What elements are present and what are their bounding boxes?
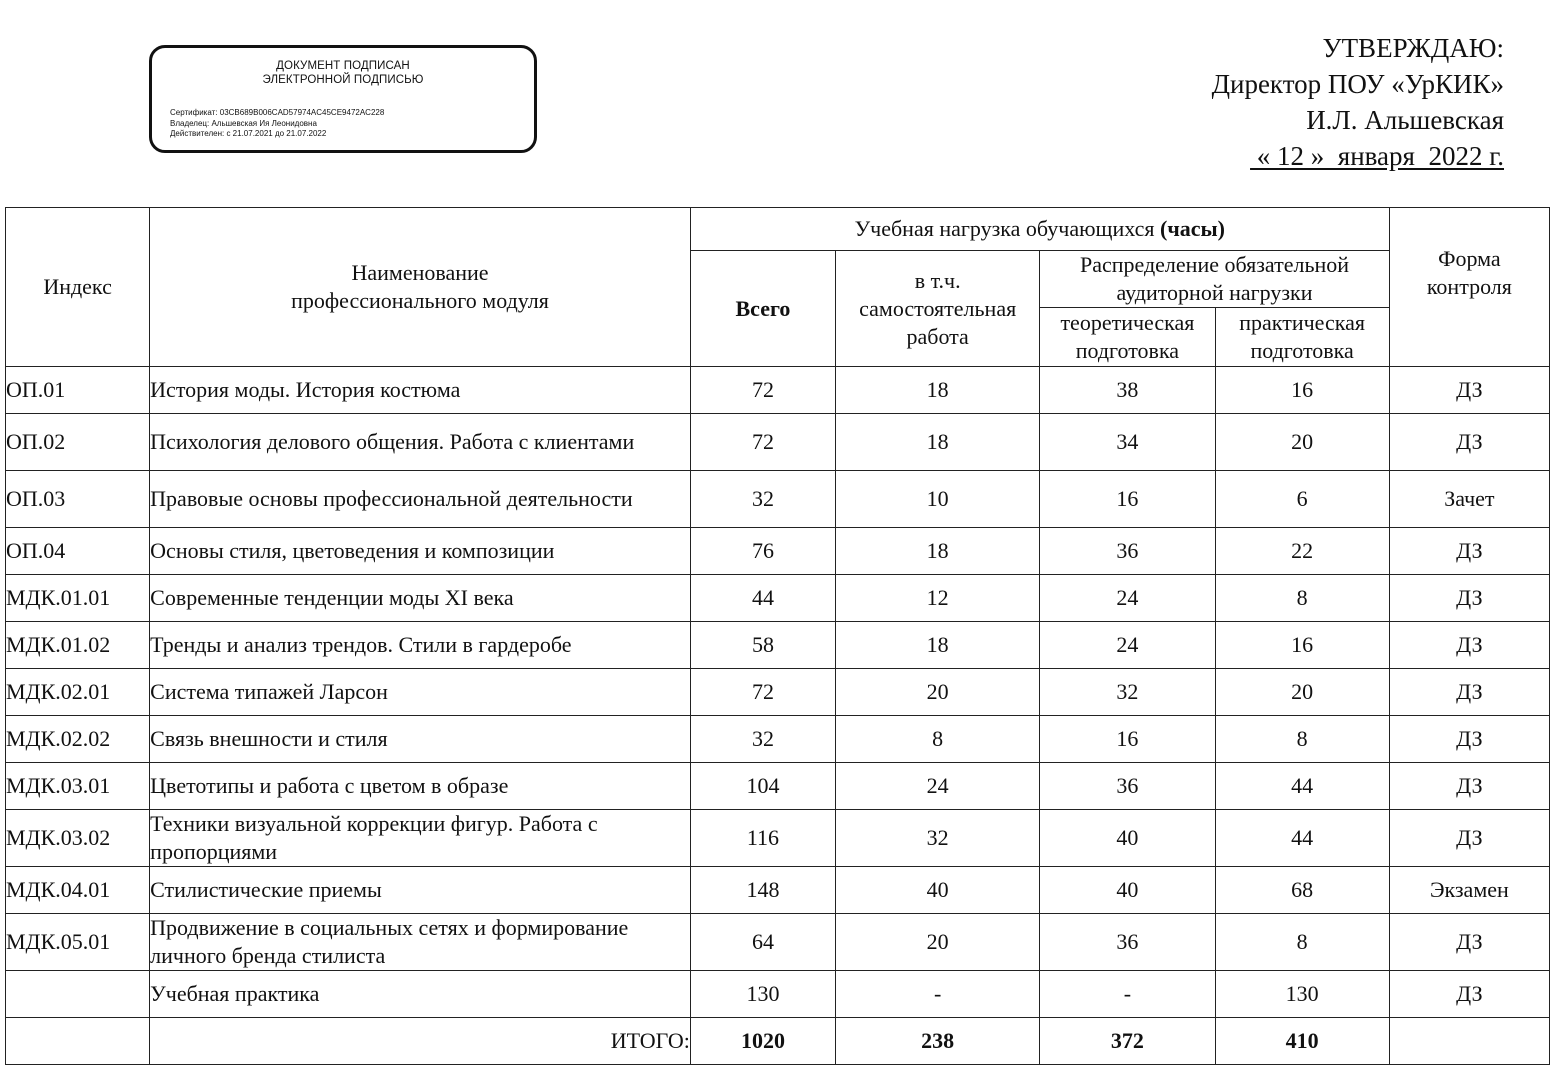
table-row: [6, 971, 1550, 1018]
totals-row: [6, 1018, 1550, 1065]
row-total: 130: [690, 971, 835, 1018]
row-control-form: Зачет: [1389, 471, 1549, 528]
table-row: [6, 471, 1550, 528]
table-row: [6, 575, 1550, 622]
row-index: МДК.02.02: [6, 716, 150, 763]
stamp-title-line1: ДОКУМЕНТ ПОДПИСАН: [276, 60, 410, 72]
row-total: 72: [690, 414, 835, 471]
row-index: МДК.03.02: [6, 810, 150, 867]
row-module-name: Система типажей Ларсон: [150, 669, 691, 716]
table-row: [6, 763, 1550, 810]
row-module-name: Современные тенденции моды XI века: [150, 575, 691, 622]
approval-date: « 12 » января 2022 г.: [1250, 141, 1504, 171]
row-control-form: ДЗ: [1389, 914, 1549, 971]
header-total: [690, 251, 835, 367]
totals-self-study: 238: [836, 1018, 1040, 1065]
row-control-form: ДЗ: [1389, 971, 1549, 1018]
row-total: 32: [690, 716, 835, 763]
approval-signatory: И.Л. Альшевская: [1306, 105, 1504, 135]
row-total: 32: [690, 471, 835, 528]
row-total: 58: [690, 622, 835, 669]
electronic-signature-stamp: [149, 45, 537, 153]
stamp-details: [170, 108, 384, 140]
row-control-form: ДЗ: [1389, 367, 1549, 414]
row-module-name: Учебная практика: [150, 971, 691, 1018]
header-form-line1: Форма: [1438, 246, 1501, 271]
row-practice: 68: [1215, 867, 1389, 914]
row-index: ОП.01: [6, 367, 150, 414]
row-total: 104: [690, 763, 835, 810]
row-index: МДК.01.02: [6, 622, 150, 669]
row-theory: -: [1040, 971, 1215, 1018]
row-index: МДК.02.01: [6, 669, 150, 716]
totals-theory: 372: [1040, 1018, 1215, 1065]
header-load-unit: (часы): [1160, 216, 1226, 241]
row-practice: 22: [1215, 528, 1389, 575]
totals-index: [6, 1018, 150, 1065]
header-theory-line2: подготовка: [1075, 338, 1180, 363]
row-self-study: 20: [836, 914, 1040, 971]
row-control-form: ДЗ: [1389, 716, 1549, 763]
row-self-study: 18: [836, 414, 1040, 471]
row-practice: 8: [1215, 575, 1389, 622]
row-self-study: 18: [836, 528, 1040, 575]
row-module-name: Техники визуальной коррекции фигур. Работа с пропорциями: [150, 810, 691, 867]
row-control-form: ДЗ: [1389, 622, 1549, 669]
header-control-form: [1389, 208, 1549, 367]
table-body: [6, 367, 1550, 1065]
table-row: [6, 622, 1550, 669]
row-control-form: ДЗ: [1389, 575, 1549, 622]
row-index: МДК.05.01: [6, 914, 150, 971]
row-practice: 44: [1215, 763, 1389, 810]
header-name-line1: Наименование: [351, 260, 489, 285]
row-theory: 34: [1040, 414, 1215, 471]
row-practice: 44: [1215, 810, 1389, 867]
approval-heading: УТВЕРЖДАЮ:: [1322, 33, 1504, 63]
row-total: 148: [690, 867, 835, 914]
row-module-name: Продвижение в социальных сетях и формирование личного бренда стилиста: [150, 914, 691, 971]
row-practice: 20: [1215, 414, 1389, 471]
row-control-form: ДЗ: [1389, 810, 1549, 867]
row-index: ОП.02: [6, 414, 150, 471]
row-total: 44: [690, 575, 835, 622]
row-self-study: 10: [836, 471, 1040, 528]
row-total: 72: [690, 367, 835, 414]
curriculum-table: [5, 207, 1550, 1065]
row-practice: 8: [1215, 716, 1389, 763]
row-index: МДК.04.01: [6, 867, 150, 914]
row-control-form: ДЗ: [1389, 763, 1549, 810]
header-distribution-line1: Распределение обязательной: [1079, 252, 1350, 277]
table-row: [6, 669, 1550, 716]
row-module-name: Связь внешности и стиля: [150, 716, 691, 763]
header-form-line2: контроля: [1426, 274, 1512, 299]
header-distribution: [1040, 251, 1389, 308]
row-self-study: 8: [836, 716, 1040, 763]
approval-position: Директор ПОУ «УрКИК»: [1211, 69, 1504, 99]
header-self-line3: работа: [906, 323, 969, 349]
row-theory: 36: [1040, 763, 1215, 810]
table-row: [6, 367, 1550, 414]
row-theory: 16: [1040, 471, 1215, 528]
row-module-name: Правовые основы профессиональной деятельности: [150, 471, 691, 528]
row-practice: 16: [1215, 367, 1389, 414]
table-row: [6, 528, 1550, 575]
totals-practice: 410: [1215, 1018, 1389, 1065]
row-total: 72: [690, 669, 835, 716]
row-self-study: 40: [836, 867, 1040, 914]
row-theory: 24: [1040, 622, 1215, 669]
table-row: [6, 867, 1550, 914]
row-index: [6, 971, 150, 1018]
row-control-form: ДЗ: [1389, 414, 1549, 471]
row-theory: 38: [1040, 367, 1215, 414]
header-practice-line1: практическая: [1239, 310, 1365, 335]
table-row: [6, 716, 1550, 763]
header-theory-line1: теоретическая: [1060, 310, 1195, 335]
row-practice: 130: [1215, 971, 1389, 1018]
row-index: МДК.01.01: [6, 575, 150, 622]
row-practice: 6: [1215, 471, 1389, 528]
table-row: [6, 414, 1550, 471]
header-practice-line2: подготовка: [1250, 338, 1354, 363]
totals-label: ИТОГО:: [150, 1018, 691, 1065]
row-module-name: Стилистические приемы: [150, 867, 691, 914]
row-theory: 36: [1040, 914, 1215, 971]
row-total: 76: [690, 528, 835, 575]
stamp-certificate: Сертификат: 03CB689B006CAD57974AC45CE9472AC228: [170, 108, 385, 117]
row-self-study: 32: [836, 810, 1040, 867]
header-load-label: Учебная нагрузка обучающихся: [854, 216, 1160, 241]
row-self-study: 24: [836, 763, 1040, 810]
row-self-study: 18: [836, 622, 1040, 669]
row-practice: 16: [1215, 622, 1389, 669]
row-module-name: Психология делового общения. Работа с клиентами: [150, 414, 691, 471]
header-name-line2: профессионального модуля: [291, 288, 549, 313]
header-practice: [1215, 308, 1389, 367]
row-control-form: Экзамен: [1389, 867, 1549, 914]
row-index: ОП.04: [6, 528, 150, 575]
row-self-study: -: [836, 971, 1040, 1018]
table-row: [6, 914, 1550, 971]
header-self-line1: в т.ч.: [914, 267, 961, 293]
row-theory: 24: [1040, 575, 1215, 622]
row-module-name: Цветотипы и работа с цветом в образе: [150, 763, 691, 810]
row-self-study: 18: [836, 367, 1040, 414]
row-self-study: 20: [836, 669, 1040, 716]
row-theory: 40: [1040, 867, 1215, 914]
stamp-validity: Действителен: с 21.07.2021 до 21.07.2022: [170, 129, 327, 138]
header-total-label: Всего: [735, 295, 791, 321]
row-practice: 20: [1215, 669, 1389, 716]
header-distribution-line2: аудиторной нагрузки: [1116, 280, 1313, 305]
row-theory: 32: [1040, 669, 1215, 716]
header-study-load: [690, 208, 1389, 251]
stamp-owner: Владелец: Альшевская Ия Леонидовна: [170, 118, 317, 128]
header-self-line2: самостоятельная: [859, 295, 1017, 321]
header-module-name: [150, 208, 691, 367]
stamp-title: [152, 59, 534, 87]
totals-total: 1020: [690, 1018, 835, 1065]
row-total: 64: [690, 914, 835, 971]
header-theory: [1040, 308, 1215, 367]
row-module-name: История моды. История костюма: [150, 367, 691, 414]
row-control-form: ДЗ: [1389, 528, 1549, 575]
row-self-study: 12: [836, 575, 1040, 622]
row-index: ОП.03: [6, 471, 150, 528]
row-theory: 40: [1040, 810, 1215, 867]
row-theory: 16: [1040, 716, 1215, 763]
stamp-title-line2: ЭЛЕКТРОННОЙ ПОДПИСЬЮ: [262, 74, 424, 86]
row-index: МДК.03.01: [6, 763, 150, 810]
row-theory: 36: [1040, 528, 1215, 575]
totals-control-form: [1389, 1018, 1549, 1065]
header-index: [6, 208, 150, 367]
row-module-name: Основы стиля, цветоведения и композиции: [150, 528, 691, 575]
row-control-form: ДЗ: [1389, 669, 1549, 716]
table-row: [6, 810, 1550, 867]
header-self-study: [836, 251, 1040, 367]
row-total: 116: [690, 810, 835, 867]
approval-block: [1212, 30, 1504, 174]
row-practice: 8: [1215, 914, 1389, 971]
row-module-name: Тренды и анализ трендов. Стили в гардеробе: [150, 622, 691, 669]
header-index-label: Индекс: [43, 274, 112, 299]
